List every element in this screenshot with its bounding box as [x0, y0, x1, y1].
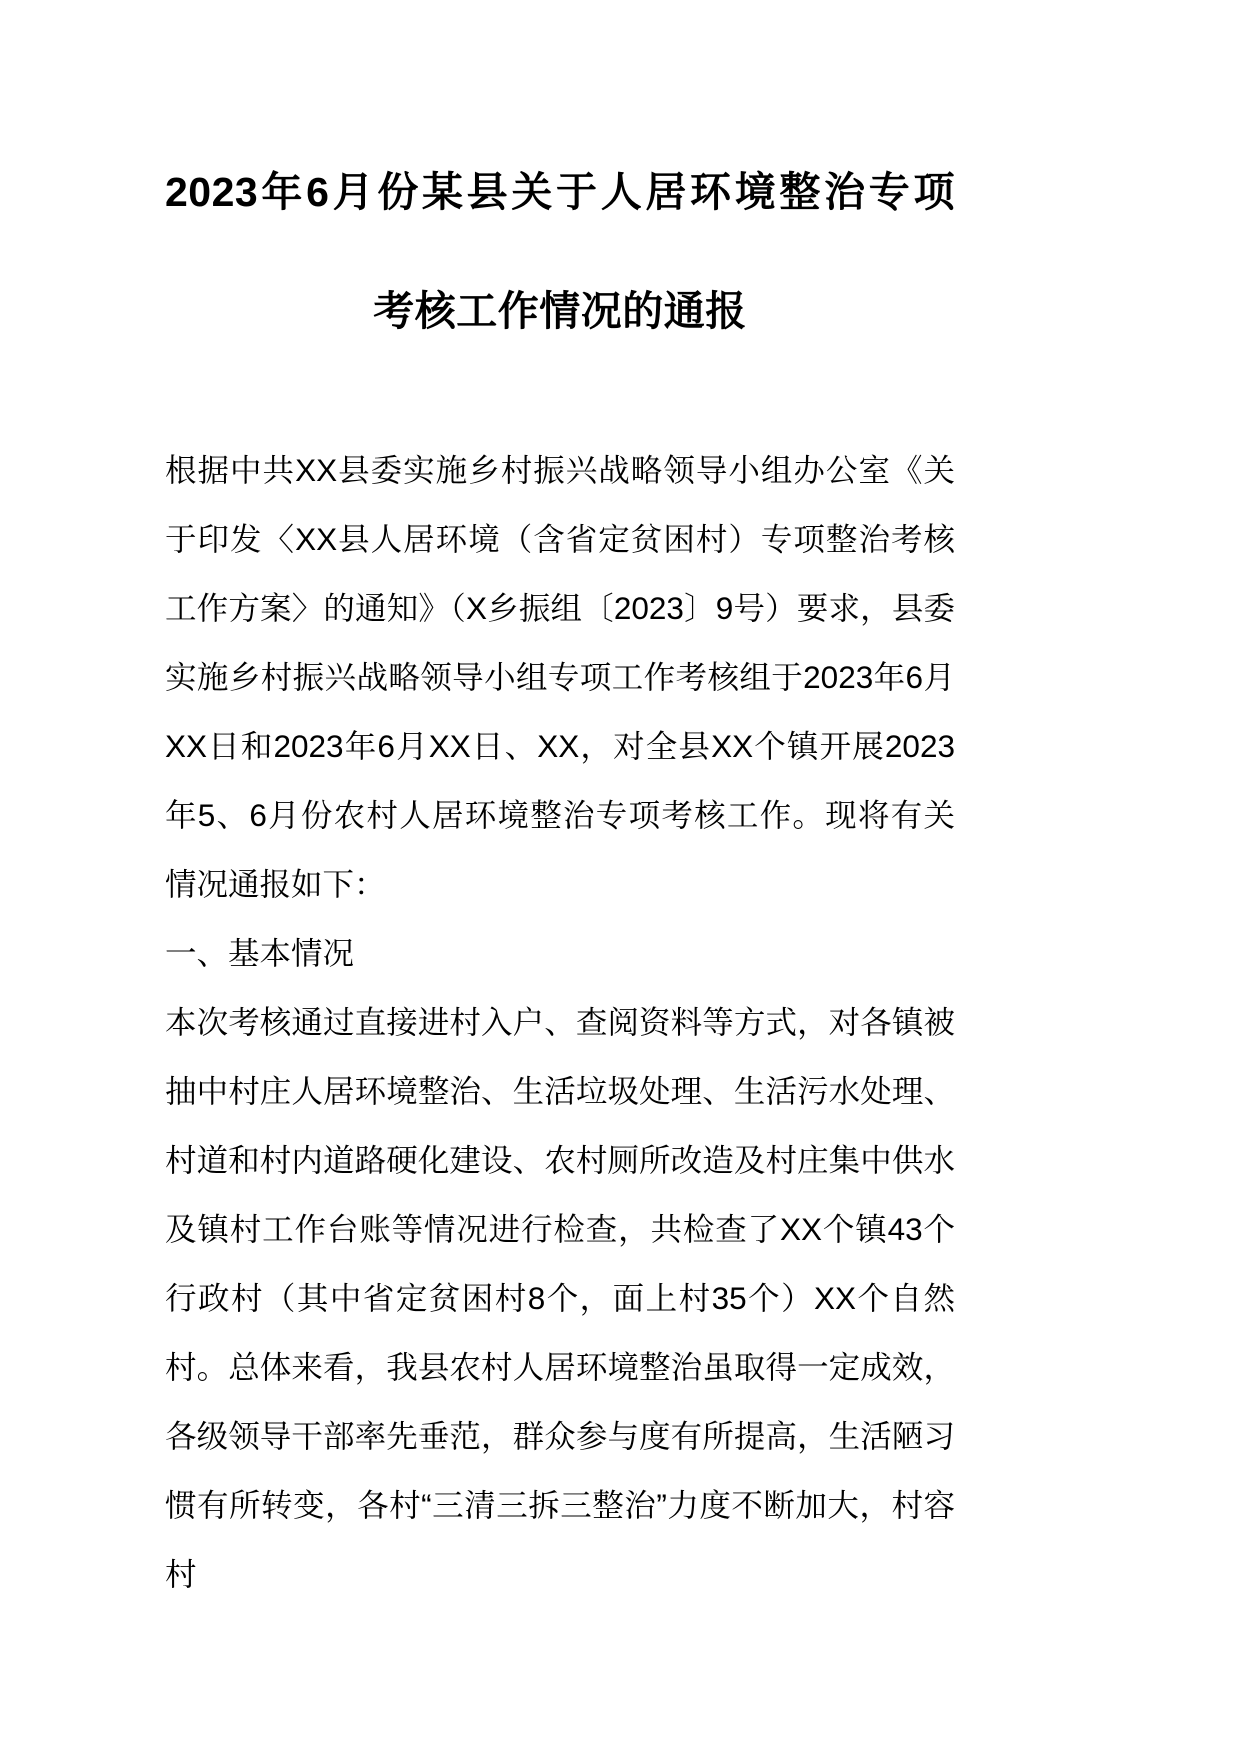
paragraph-section-1-body: 本次考核通过直接进村入户、查阅资料等方式，对各镇被抽中村庄人居环境整治、生活垃圾处理、生活污水处理、村道和村内道路硬化建设、农村厕所改造及村庄集中供水及镇村工作台账等情况进行检查，共检查了XX个镇43个行政村（其中省定贫困村8个，面上村35个）XX个自然村。总体来看，我县农村人居环境整治虽取得一定成效，各级领导干部率先垂范，群众参与度有所提高，生活陋习惯有所转变，各村“三清三拆三整治”力度不断加大，村容村 [165, 1004, 955, 1592]
document-title-line-2: 考核工作情况的通报 [373, 288, 747, 334]
paragraph-intro: 根据中共XX县委实施乡村振兴战略领导小组办公室《关于印发〈XX县人居环境（含省定贫困村）专项整治考核工作方案〉的通知》（X乡振组〔2023〕9号）要求，县委实施乡村振兴战略领导小组专项工作考核组于2023年6月XX日和2023年6月XX日、XX，对全县XX个镇开展2023年5、6月份农村人居环境整治专项考核工作。现将有关情况通报如下： [165, 452, 955, 902]
document-body [165, 436, 955, 1609]
document-title-line-1: 2023年6月份某县关于人居环境整治专项 [165, 169, 955, 215]
document-content-area [165, 0, 955, 1609]
section-heading-basic-situation: 一、基本情况 [165, 935, 355, 971]
document-title [165, 0, 955, 332]
